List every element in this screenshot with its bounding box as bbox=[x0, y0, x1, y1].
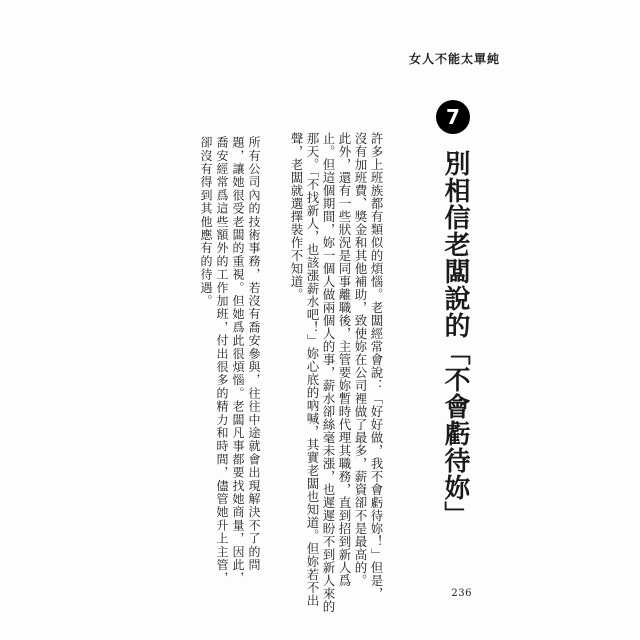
note-line-3: 喬安經常爲這些額外的工作加班，付出很多的精力和時間，儘管她升上主管， bbox=[215, 136, 229, 585]
chapter-number: 7 bbox=[446, 105, 460, 129]
body-line-4: 止。但這個期間，妳一個人做兩個人的事，薪水卻絲毫未漲，也遲遲盼不到新人來的 bbox=[321, 132, 336, 613]
note-line-4: 卻沒有得到其他應有的待遇。 bbox=[199, 136, 213, 308]
chapter-number-badge bbox=[436, 100, 470, 134]
page-number: 236 bbox=[451, 588, 472, 599]
body-line-5: 那天。「不找新人，也該漲薪水吧！」妳心底的吶喊，其實老闆也知道。但妳若不出 bbox=[305, 132, 320, 607]
note-line-1: 所有公司內的技術事務，若沒有喬安參與，往往中途就會出現解決不了的問 bbox=[247, 136, 261, 572]
body-line-1: 許多上班族都有類似的煩惱。老闆經常會說：「好好做，我不會虧待妳！」但是， bbox=[369, 132, 384, 600]
note-line-2: 題，讓她很受老闆的重視。但她爲此很煩惱。老闆凡事都要找她商量，因此， bbox=[231, 136, 245, 585]
chapter-title: 別相信老闆說的「不會虧待妳」 bbox=[440, 150, 470, 528]
body-line-2: 沒有加班費、獎金和其他補助，致使妳在公司裡做了最多，薪資卻不是最高的。 bbox=[353, 132, 368, 587]
body-line-3: 此外，還有一些狀況是同事離職後，主管要妳暫時代理其職務，直到招到新人爲 bbox=[337, 132, 352, 587]
body-line-6: 聲，老闆就選擇裝作不知道。 bbox=[289, 132, 304, 301]
running-header: 女人不能太單純 bbox=[408, 52, 500, 66]
